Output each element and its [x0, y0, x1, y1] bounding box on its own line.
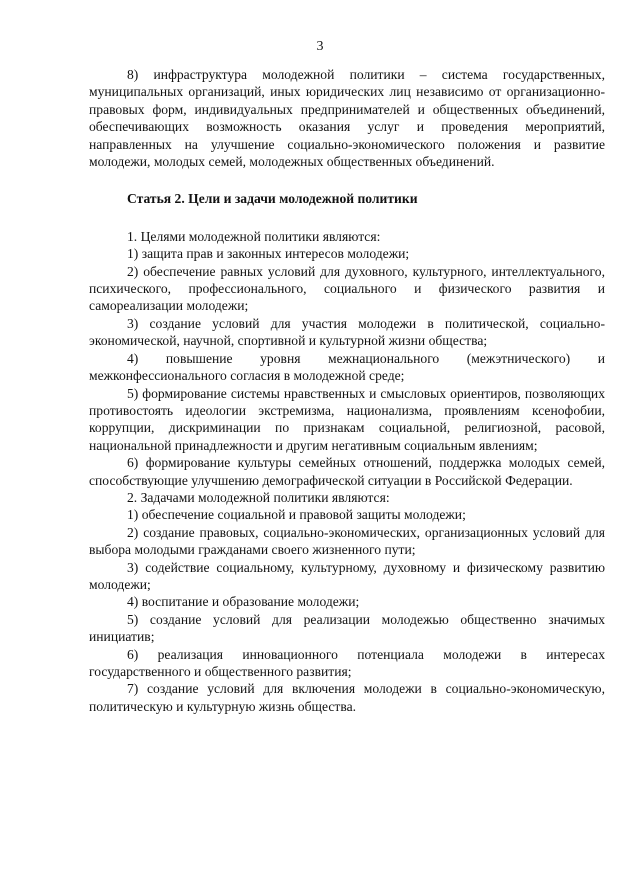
paragraph: 6) формирование культуры семейных отношений, поддержка молодых семей, способствующие улучшению демографической ситуации в Российской Федерации.: [89, 455, 605, 488]
article-heading: Статья 2. Цели и задачи молодежной политики: [127, 191, 418, 207]
document-body: [89, 66, 605, 715]
paragraph: 3) создание условий для участия молодежи в политической, социально-экономической, научной, спортивной и культурной жизни общества;: [89, 315, 605, 349]
paragraph: 4) воспитание и образование молодежи;: [127, 594, 360, 610]
paragraph: 4) повышение уровня межнационального (межэтнического) и межконфессионального согласия в молодежной среде;: [89, 350, 605, 384]
paragraph: 5) создание условий для реализации молодежью общественно значимых инициатив;: [89, 611, 605, 645]
paragraph: 6) реализация инновационного потенциала молодежи в интересах государственного и общественного развития;: [89, 646, 605, 679]
paragraph: 1. Целями молодежной политики являются:: [127, 228, 381, 244]
page-number: 3: [316, 39, 324, 54]
paragraph: 1) защита прав и законных интересов молодежи;: [127, 246, 410, 262]
paragraph: 5) формирование системы нравственных и смысловых ориентиров, позволяющих противостоять идеологии экстремизма, национализма, проявлениям ксенофобии, коррупции, дискриминации по признакам социальной, религиозной, расовой, национальной принадлежности и другим негативным социальным явлениям;: [89, 385, 605, 453]
paragraph: 3) содействие социальному, культурному, духовному и физическому развитию молодежи;: [89, 559, 605, 592]
paragraph: 1) обеспечение социальной и правовой защиты молодежи;: [127, 507, 466, 523]
paragraph: 8) инфраструктура молодежной политики – система государственных, муниципальных организаций, иных юридических лиц независимо от организационно-правовых форм, индивидуальных предпринимателей и общественных объединений, обеспечивающих возможность оказания услуг и проведения мероприятий, направленных на улучшение социально-экономического положения и развитие молодежи, молодых семей, молодежных общественных объединений.: [89, 67, 605, 170]
paragraph: 2) обеспечение равных условий для духовного, культурного, интеллектуального, психического, профессионального, социального и физического развития и самореализации молодежи;: [89, 263, 605, 314]
paragraph: 7) создание условий для включения молодежи в социально-экономическую, политическую и культурную жизнь общества.: [89, 681, 605, 714]
paragraph: 2. Задачами молодежной политики являются:: [127, 489, 390, 505]
paragraph: 2) создание правовых, социально-экономических, организационных условий для выбора молодыми гражданами своего жизненного пути;: [89, 524, 605, 558]
